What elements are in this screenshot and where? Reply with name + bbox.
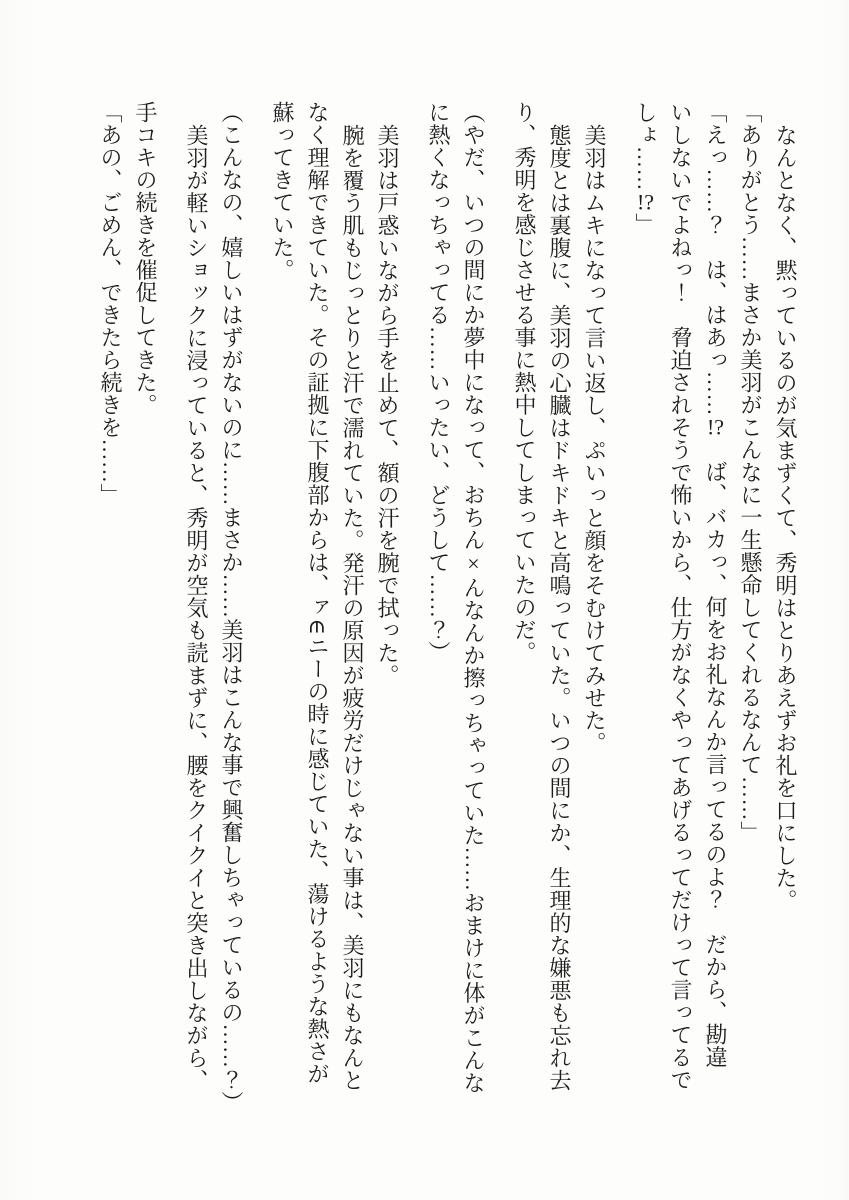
tcy-exclamation-question: !? bbox=[706, 416, 725, 438]
text-line-5: しょ……!?」 bbox=[633, 101, 658, 236]
text-line-10: に熱くなっちゃってる……いったい、どうして……？） bbox=[426, 101, 451, 664]
text-line-8: り、秀明を感じさせる事に熱中してしまっていたのだ。 bbox=[512, 101, 537, 664]
text-line-11: 美羽は戸惑いながら手を止めて、額の汗を腕で拭った。 bbox=[375, 124, 400, 687]
text-line-15: （こんなの、嬉しいはずがないのに……まさか……美羽はこんな事で興奮しちゃっているの……？） bbox=[219, 101, 244, 1114]
text-line-4: いしないでよねっ！ 脅迫されそうで怖いから、仕方がなくやってあげるってだけって言ってるで bbox=[668, 101, 693, 1091]
text-line-16: 美羽が軽いショックに浸っていると、秀明が空気も読まずに、腰をクイクイと突き出しながら、 bbox=[184, 124, 209, 1092]
text-line-13: なく理解できていた。その証拠に下腹部からは、ァ∈ニーの時に感じていた、蕩けるような熱さが bbox=[305, 101, 330, 1086]
text-line-3: 「えっ……？ は、はあっ……!? ば、バカっ、何をお礼なんか言ってるのよ？ だから、勘違 bbox=[703, 101, 728, 1068]
tcy-exclamation-question: !? bbox=[636, 191, 655, 213]
text-line-6: 美羽はムキになって言い返し、ぷいっと顔をそむけてみせた。 bbox=[582, 124, 607, 754]
text-line-9: （やだ、いつの間にか夢中になって、おちん×んなんか擦っちゃっていた……おまけに体がこんな bbox=[461, 101, 486, 1094]
text-line-17: 手コキの続きを催促してきた。 bbox=[133, 101, 158, 416]
novel-text-block bbox=[93, 101, 803, 1131]
text-line-18: 「あの、ごめん、できたら続きを……」 bbox=[98, 101, 123, 506]
text-line-12: 腕を覆う肌もじっとりと汗で濡れていた。発汗の原因が疲労だけじゃない事は、美羽にもなんと bbox=[340, 124, 365, 1092]
text-line-1: なんとなく、黙っているのが気まずくて、秀明はとりあえずお礼を口にした。 bbox=[773, 124, 798, 912]
text-line-14: 蘇ってきていた。 bbox=[270, 101, 295, 281]
text-line-2: 「ありがとう……まさか美羽がこんなに一生懸命してくれるなんて……」 bbox=[738, 101, 763, 844]
text-line-7: 態度とは裏腹に、美羽の心臓はドキドキと高鳴っていた。いつの間にか、生理的な嫌悪も忘れ去 bbox=[547, 124, 572, 1092]
